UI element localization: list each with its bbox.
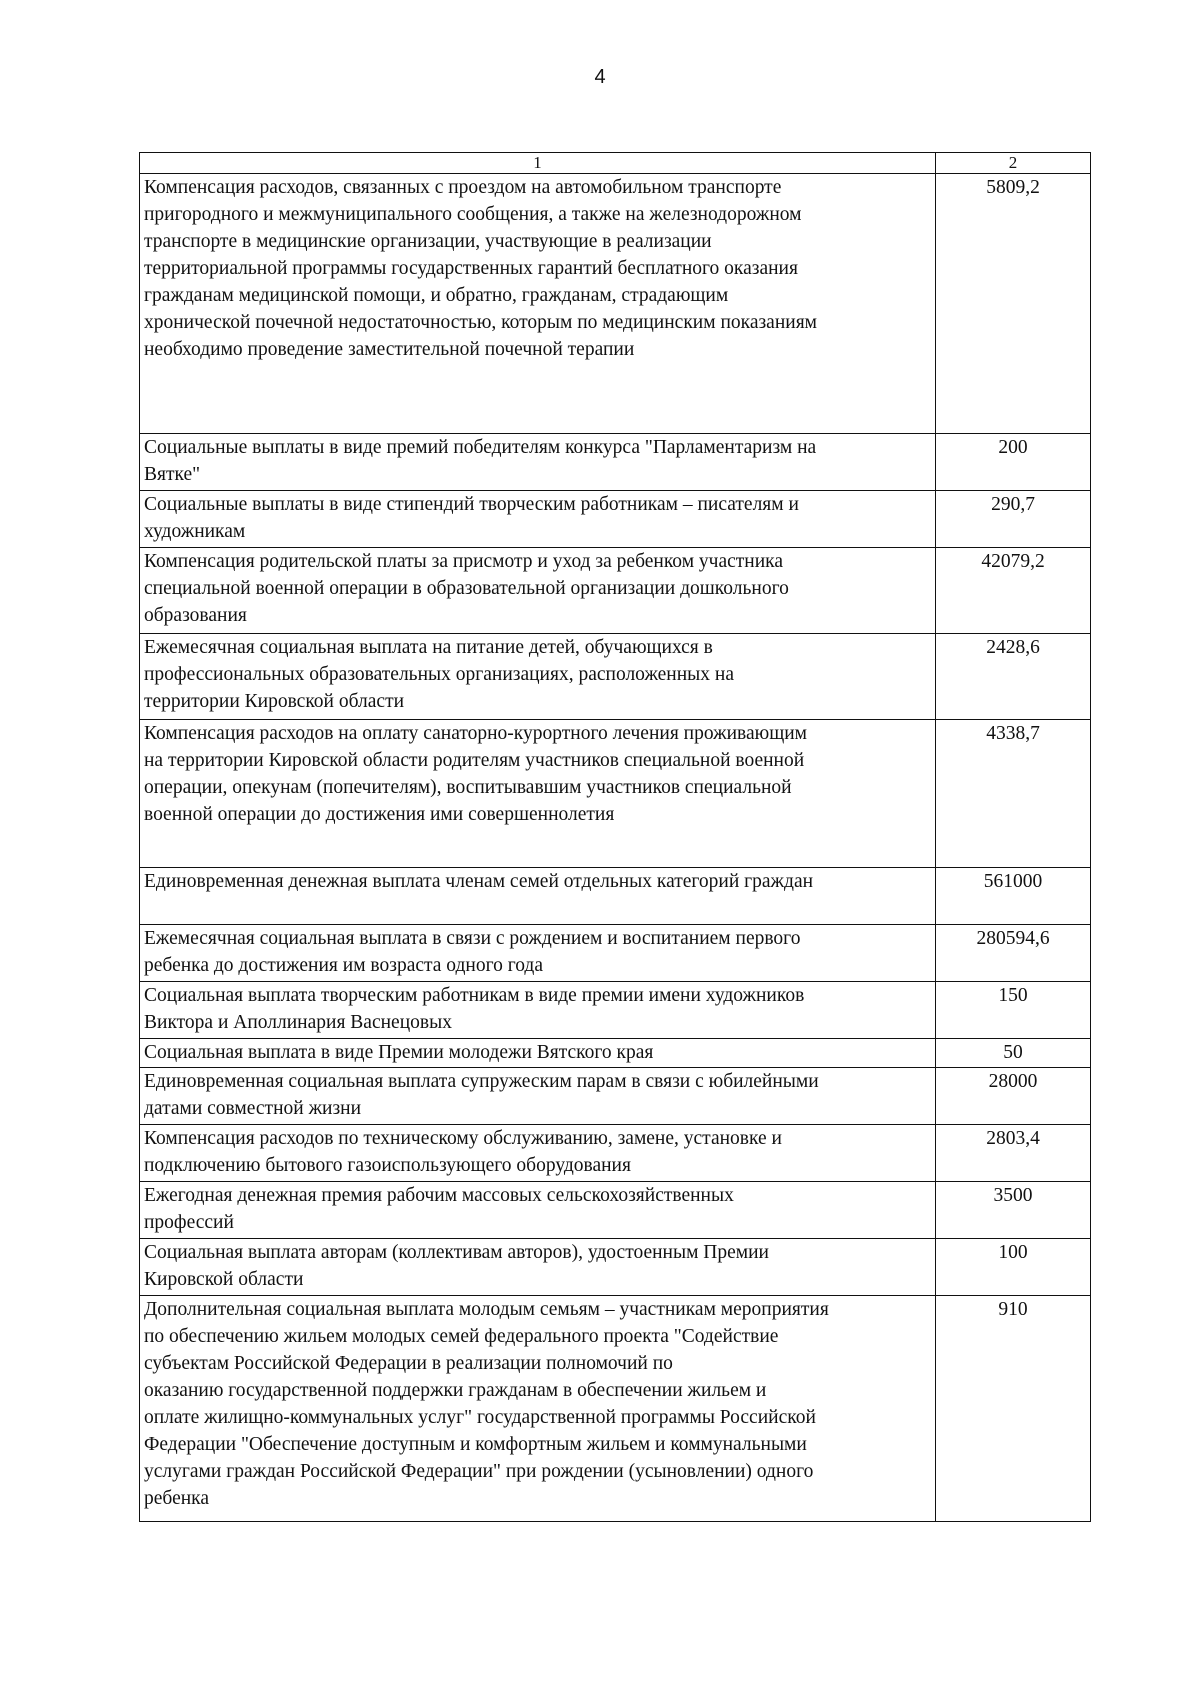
row-value: 2803,4: [936, 1125, 1091, 1182]
table-row: [140, 1039, 1091, 1068]
table-row: [140, 925, 1091, 982]
table-row: [140, 1182, 1091, 1239]
table-row: [140, 491, 1091, 548]
table-header-row: [140, 153, 1091, 174]
row-description: Единовременная социальная выплата супружеским парам в связи с юбилейными датами совместной жизни: [140, 1068, 936, 1125]
table-row: [140, 1239, 1091, 1296]
row-value: 561000: [936, 868, 1091, 925]
table-row: [140, 434, 1091, 491]
row-value: 200: [936, 434, 1091, 491]
row-value: 150: [936, 982, 1091, 1039]
row-value: 100: [936, 1239, 1091, 1296]
row-description: Социальная выплата в виде Премии молодежи Вятского края: [140, 1039, 936, 1068]
row-description: Компенсация родительской платы за присмотр и уход за ребенком участника специальной военной операции в образовательной организации дошкольного образования: [140, 548, 936, 634]
row-value: 910: [936, 1296, 1091, 1522]
table-row: [140, 634, 1091, 720]
row-value: 28000: [936, 1068, 1091, 1125]
row-description: Компенсация расходов на оплату санаторно-курортного лечения проживающим на территории Кировской области родителям участников специальной военной операции, опекунам (попечителям), воспитывавшим участников специальной военной операции до достижения ими совершеннолетия: [140, 720, 936, 868]
page-number: 4: [594, 66, 606, 88]
row-value: 5809,2: [936, 174, 1091, 434]
row-description: Компенсация расходов, связанных с проездом на автомобильном транспорте пригородного и межмуниципального сообщения, а также на железнодорожном транспорте в медицинские организации, участвующие в реализации территориальной программы государственных гарантий бесплатного оказания гражданам медицинской помощи, и обратно, гражданам, страдающим хронической почечной недостаточностью, которым по медицинским показаниям необходимо проведение заместительной почечной терапии: [140, 174, 936, 434]
row-value: 290,7: [936, 491, 1091, 548]
row-value: 42079,2: [936, 548, 1091, 634]
row-description: Единовременная денежная выплата членам семей отдельных категорий граждан: [140, 868, 936, 925]
payments-table: [139, 152, 1091, 1522]
table-row: [140, 868, 1091, 925]
table-row: [140, 1068, 1091, 1125]
table-row: [140, 982, 1091, 1039]
row-value: 280594,6: [936, 925, 1091, 982]
row-value: 50: [936, 1039, 1091, 1068]
row-description: Компенсация расходов по техническому обслуживанию, замене, установке и подключению бытового газоиспользующего оборудования: [140, 1125, 936, 1182]
row-value: 3500: [936, 1182, 1091, 1239]
row-description: Социальные выплаты в виде стипендий творческим работникам – писателям и художникам: [140, 491, 936, 548]
row-description: Дополнительная социальная выплата молодым семьям – участникам мероприятия по обеспечению жильем молодых семей федерального проекта "Содействие субъектам Российской Федерации в реализации полномочий по оказанию государственной поддержки гражданам в обеспечении жильем и оплате жилищно-коммунальных услуг" государственной программы Российской Федерации "Обеспечение доступным и комфортным жильем и коммунальными услугами граждан Российской Федерации" при рождении (усыновлении) одного ребенка: [140, 1296, 936, 1522]
row-value: 4338,7: [936, 720, 1091, 868]
column-header-2: 2: [936, 153, 1091, 174]
column-header-1: 1: [140, 153, 936, 174]
row-description: Ежемесячная социальная выплата в связи с рождением и воспитанием первого ребенка до достижения им возраста одного года: [140, 925, 936, 982]
table-row: [140, 1296, 1091, 1522]
row-description: Социальные выплаты в виде премий победителям конкурса "Парламентаризм на Вятке": [140, 434, 936, 491]
row-description: Ежемесячная социальная выплата на питание детей, обучающихся в профессиональных образовательных организациях, расположенных на территории Кировской области: [140, 634, 936, 720]
row-description: Ежегодная денежная премия рабочим массовых сельскохозяйственных профессий: [140, 1182, 936, 1239]
row-description: Социальная выплата авторам (коллективам авторов), удостоенным Премии Кировской области: [140, 1239, 936, 1296]
row-description: Социальная выплата творческим работникам в виде премии имени художников Виктора и Аполлинария Васнецовых: [140, 982, 936, 1039]
table-row: [140, 720, 1091, 868]
table-row: [140, 174, 1091, 434]
table-row: [140, 548, 1091, 634]
table-row: [140, 1125, 1091, 1182]
row-value: 2428,6: [936, 634, 1091, 720]
